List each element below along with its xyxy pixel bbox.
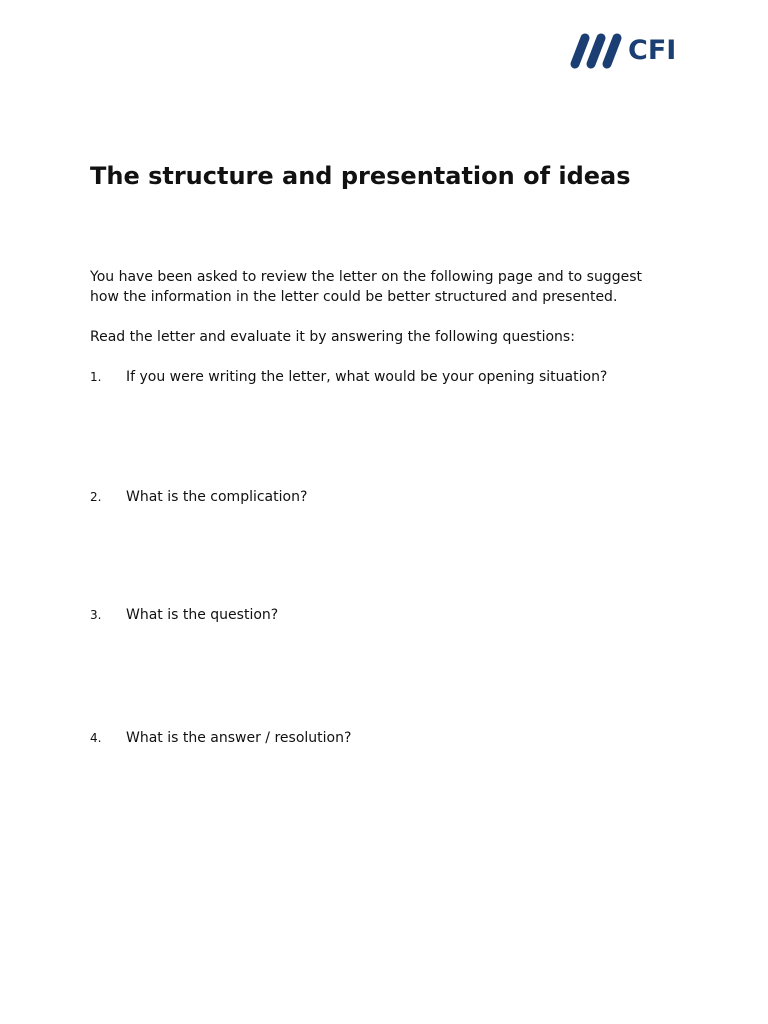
question-text: If you were writing the letter, what would be your opening situation? [126, 369, 608, 385]
logo-text: CFI [628, 34, 677, 66]
cfi-logo [568, 28, 678, 72]
question-text: What is the complication? [126, 489, 308, 505]
question-item-3 [90, 605, 278, 625]
question-number: 3. [90, 608, 102, 622]
question-text: What is the question? [126, 607, 279, 623]
question-item-1 [90, 367, 607, 387]
question-text: What is the answer / resolution? [126, 730, 352, 746]
question-item-2 [90, 487, 307, 507]
cfi-stripes-icon [568, 30, 626, 70]
question-number: 2. [90, 490, 102, 504]
intro-paragraph: You have been asked to review the letter on the following page and to suggest how the information in the letter could be better structured and presented. [90, 269, 642, 305]
question-number: 4. [90, 731, 102, 745]
question-item-4 [90, 728, 351, 748]
question-number: 1. [90, 370, 102, 384]
page-title: The structure and presentation of ideas [90, 162, 631, 190]
instruction-paragraph: Read the letter and evaluate it by answering the following questions: [90, 329, 575, 345]
